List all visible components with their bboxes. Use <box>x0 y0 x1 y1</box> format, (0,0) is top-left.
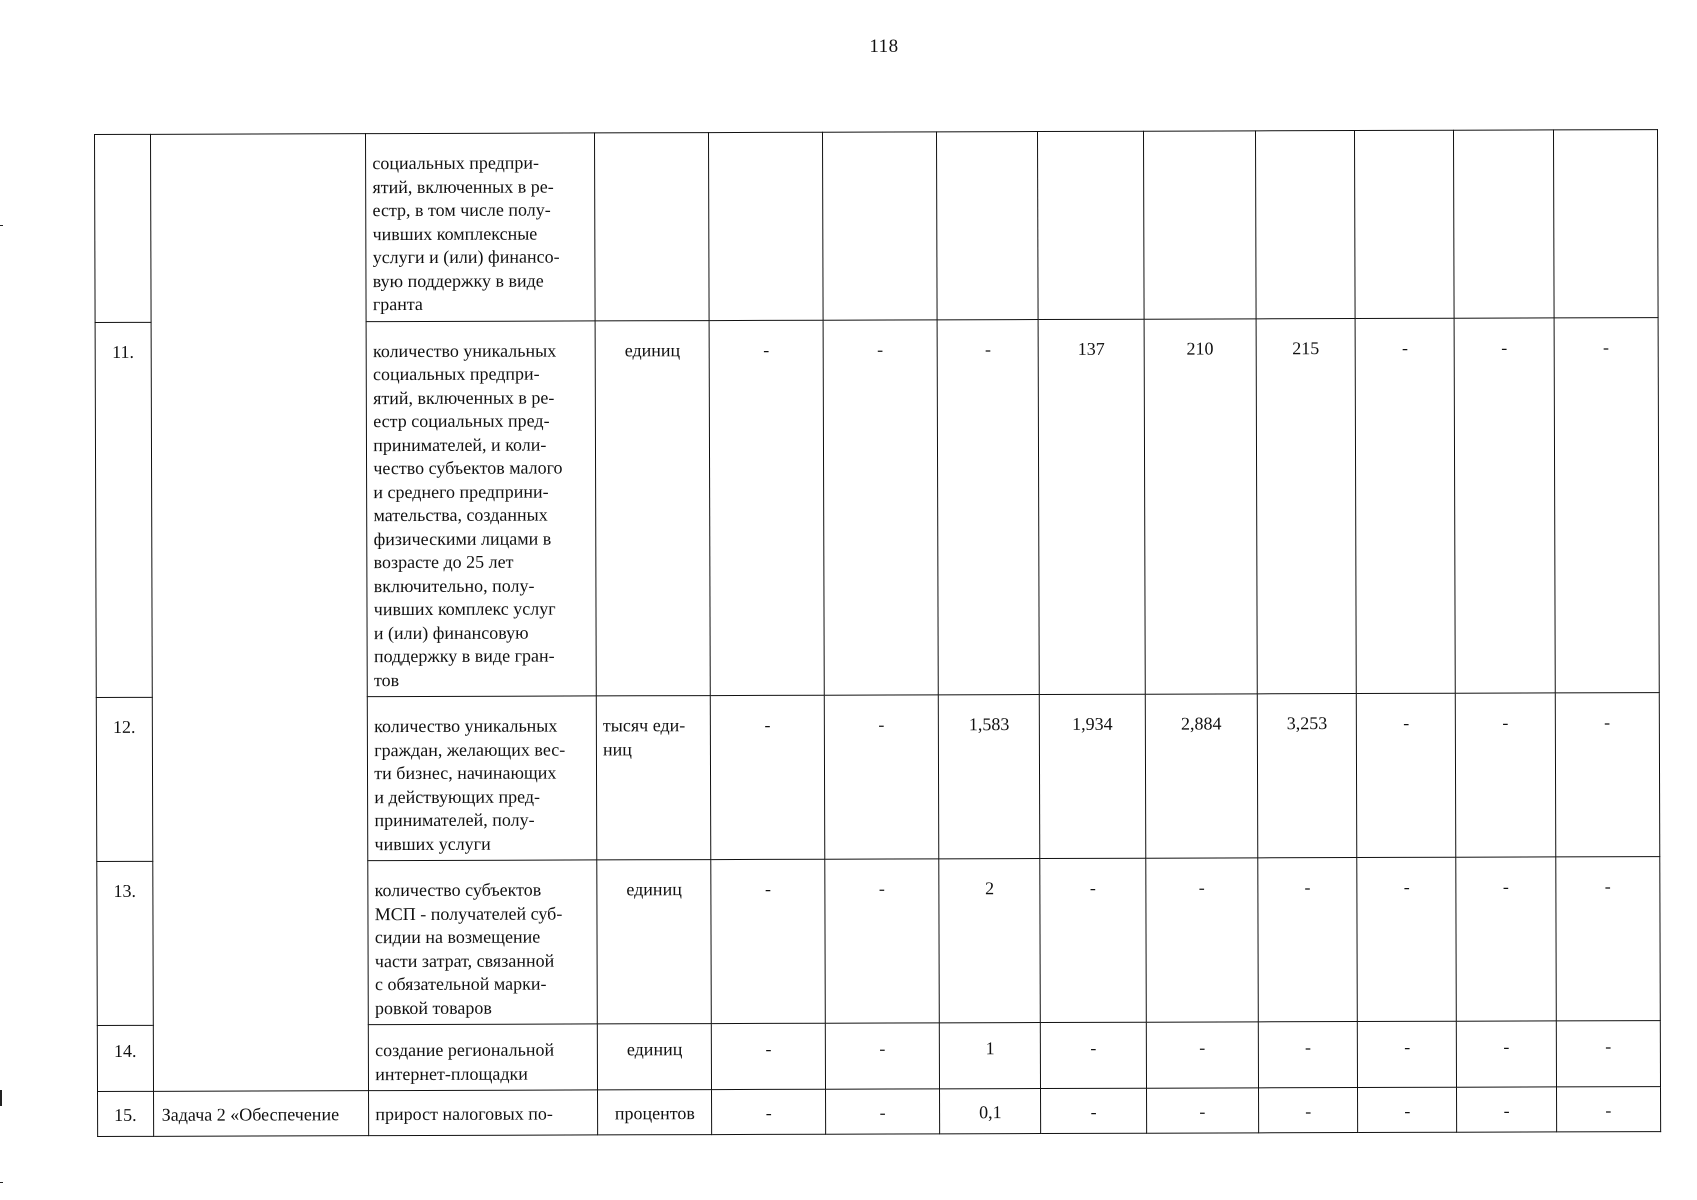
value-cell <box>1256 131 1356 319</box>
scan-margin-mark <box>0 225 3 226</box>
table-row <box>98 1087 1661 1137</box>
value-cell: - <box>1457 1021 1556 1087</box>
row-number: 13. <box>97 861 153 1025</box>
value-cell: - <box>1554 317 1660 693</box>
value-cell: - <box>937 319 1039 695</box>
page-number: 118 <box>869 36 899 57</box>
value-cell: - <box>1456 857 1556 1021</box>
value-cell: - <box>712 1023 826 1089</box>
value-cell <box>1143 131 1256 319</box>
row-number: 15. <box>98 1091 154 1136</box>
scan-margin-mark <box>0 1182 3 1183</box>
value-cell: - <box>1145 858 1258 1022</box>
value-cell: - <box>710 320 825 696</box>
value-cell <box>822 132 937 320</box>
value-cell: - <box>1041 1022 1146 1088</box>
value-cell: - <box>1259 1088 1358 1133</box>
value-cell: 210 <box>1144 318 1258 694</box>
value-cell: 1,583 <box>938 695 1040 859</box>
table-row <box>95 130 1659 322</box>
row-number <box>95 134 151 322</box>
unit-cell: процентов <box>598 1090 713 1135</box>
indicator-description: количество субъектов МСП - получателей суб- сидии на возмещение части затрат, связанной с обязательной марки- ровкой товаров <box>368 860 597 1025</box>
task-cell <box>150 134 369 1092</box>
value-cell: - <box>1457 1087 1556 1132</box>
unit-cell: единиц <box>595 320 711 696</box>
unit-cell <box>595 133 710 321</box>
value-cell: - <box>1358 1021 1457 1087</box>
value-cell: - <box>1146 1022 1259 1088</box>
value-cell: - <box>825 859 940 1023</box>
value-cell: - <box>825 1089 940 1134</box>
row-number: 14. <box>97 1025 153 1091</box>
value-cell <box>1454 130 1554 318</box>
value-cell <box>1038 131 1144 319</box>
value-cell: 215 <box>1256 318 1356 694</box>
value-cell: - <box>1455 317 1555 693</box>
value-cell: - <box>825 1023 940 1089</box>
value-cell: - <box>824 695 939 859</box>
value-cell: 2 <box>939 859 1041 1023</box>
unit-cell: тысяч еди- ниц <box>596 696 711 860</box>
value-cell: 2,884 <box>1145 694 1258 858</box>
value-cell: 3,253 <box>1257 694 1357 858</box>
scan-margin-mark <box>0 1090 2 1106</box>
unit-cell: единиц <box>597 860 712 1024</box>
value-cell: - <box>1356 693 1456 857</box>
indicator-description: прирост налоговых по- <box>369 1090 598 1136</box>
value-cell: - <box>1258 1022 1357 1088</box>
value-cell: - <box>1358 1087 1457 1132</box>
value-cell: - <box>1556 1087 1661 1132</box>
unit-cell: единиц <box>597 1024 712 1090</box>
indicators-table <box>94 129 1661 1137</box>
value-cell: 1 <box>939 1023 1040 1089</box>
row-number: 11. <box>95 322 152 698</box>
value-cell: - <box>1357 857 1457 1021</box>
value-cell: - <box>711 859 825 1023</box>
value-cell <box>937 132 1039 320</box>
value-cell: - <box>1258 858 1358 1022</box>
value-cell: 1,934 <box>1040 694 1146 858</box>
value-cell: 0,1 <box>940 1089 1041 1134</box>
value-cell: - <box>1041 1088 1146 1133</box>
value-cell <box>709 132 823 320</box>
task-cell: Задача 2 «Обеспечение <box>153 1091 369 1137</box>
value-cell: - <box>1556 1021 1661 1087</box>
value-cell: - <box>1355 318 1455 694</box>
value-cell: - <box>823 319 939 695</box>
value-cell: - <box>712 1089 826 1134</box>
value-cell: 137 <box>1038 319 1144 695</box>
indicator-description: создание региональной интернет-площадки <box>369 1024 598 1091</box>
value-cell: - <box>1456 693 1556 857</box>
indicator-description: социальных предпри- ятий, включенных в ре- естр, в том числе полу- чивших комплексные услуги и (или) финансо- вую поддержку в виде гранта <box>366 133 595 321</box>
value-cell <box>1355 130 1455 318</box>
value-cell: - <box>1555 693 1660 857</box>
value-cell: - <box>1146 1088 1259 1133</box>
value-cell: - <box>1040 858 1146 1022</box>
value-cell: - <box>1555 857 1660 1021</box>
value-cell: - <box>711 695 825 859</box>
row-number: 12. <box>96 697 152 861</box>
indicator-description: количество уникальных граждан, желающих вес- ти бизнес, начинающих и действующих пред- принимателей, полу- чивших услуги <box>368 696 597 861</box>
value-cell <box>1553 130 1658 318</box>
indicator-description: количество уникальных социальных предпри- ятий, включенных в ре- естр социальных пред- принимателей, и коли- чество субъектов малого и среднего предприни- мательства, созданных физическими лицами в возрасте до 25 лет включительно, полу- чивших комплекс услуг и (или) финансовую поддержку в виде гран- тов <box>366 320 596 696</box>
